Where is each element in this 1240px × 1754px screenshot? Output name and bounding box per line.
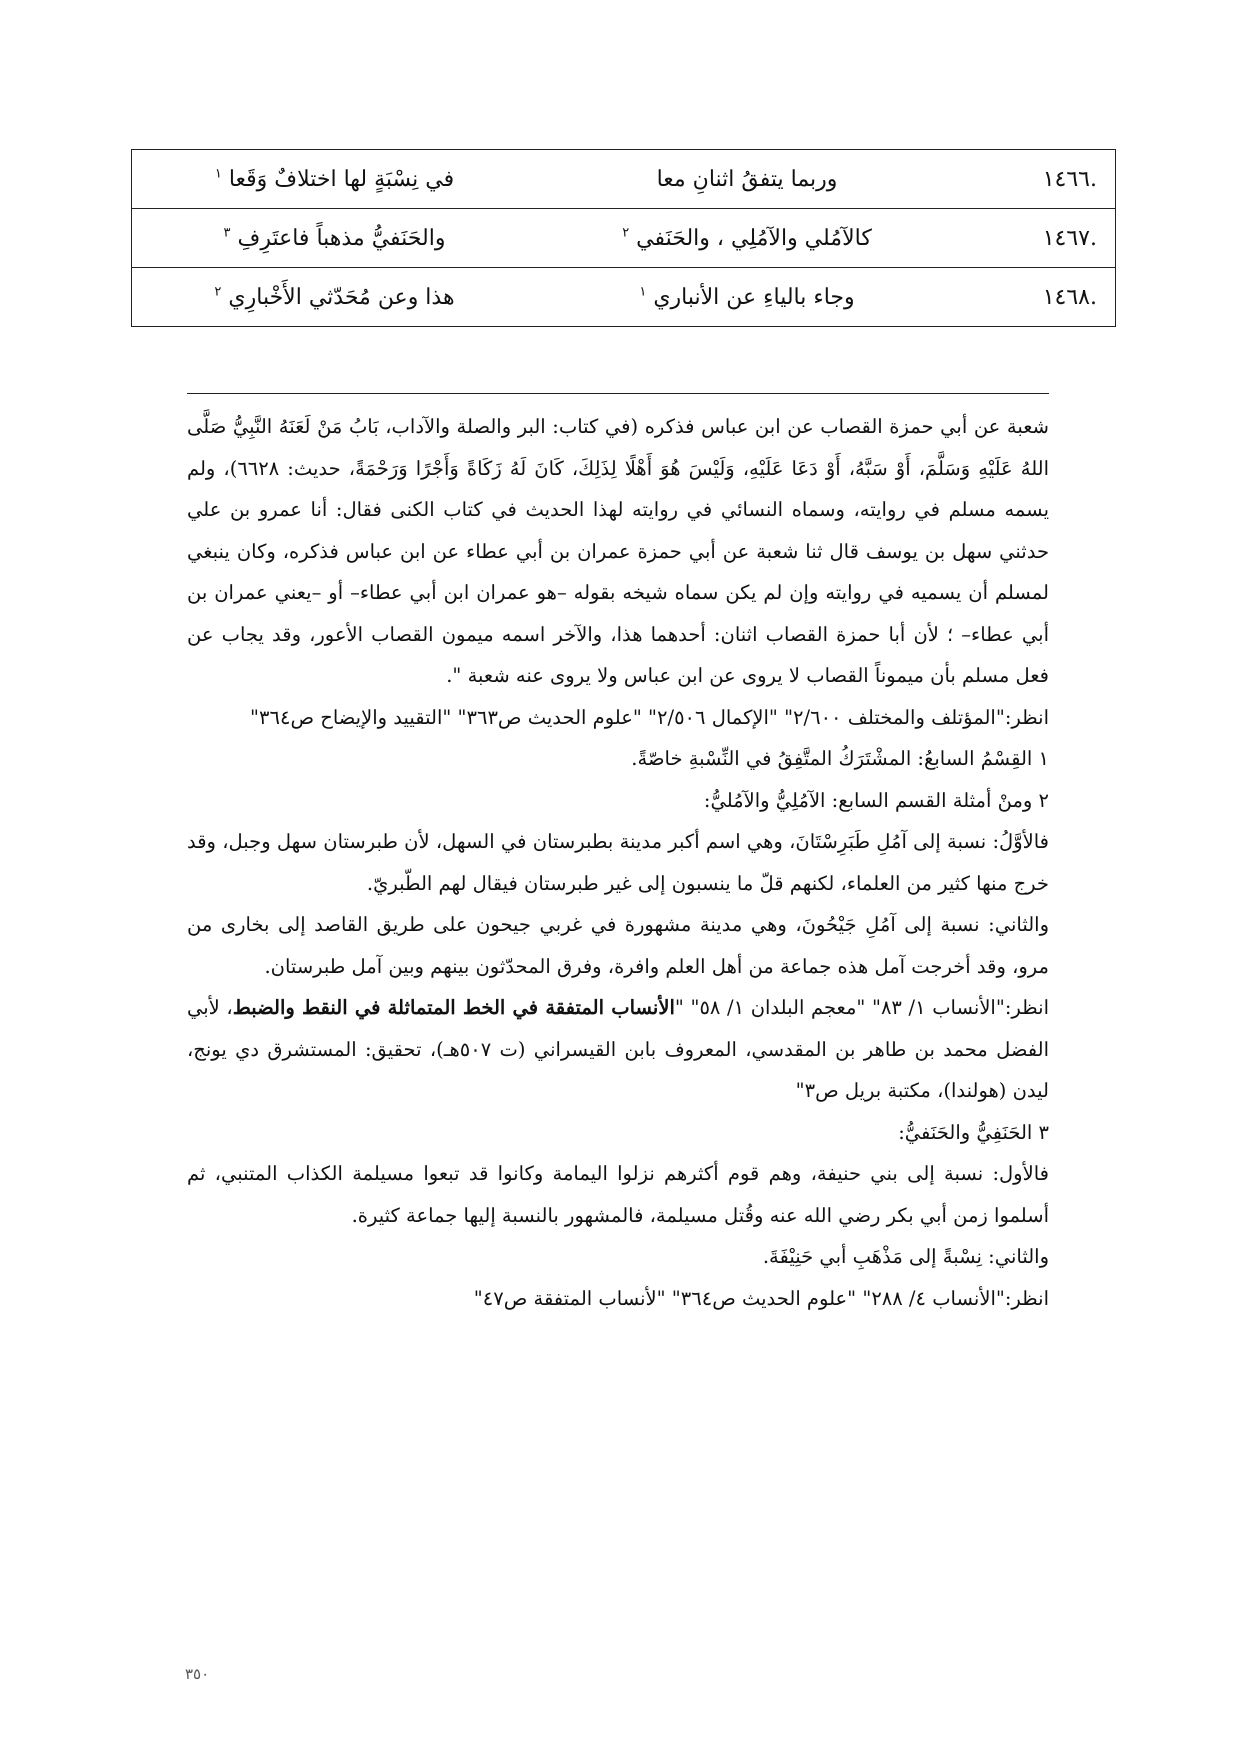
- footnote-marker[interactable]: ٢: [622, 225, 630, 241]
- footnotes-section: [187, 406, 1049, 1319]
- footnote-marker[interactable]: ٣: [223, 225, 231, 241]
- footnote-3-intro: ٣ الحَنَفِيُّ والحَنَفيُّ:: [898, 1120, 1049, 1144]
- verse-row: [132, 209, 1116, 268]
- footnote-2-intro: ٢ ومنْ أمثلة القسم السابع: الآمُلِيُّ والآمُليُّ:: [703, 788, 1049, 812]
- verse-number: .١٤٦٧: [957, 209, 1116, 268]
- footnote-2-first: فالأوَّلُ: نسبة إلى آمُلِ طَبَرِسْتَانَ، وهي اسم أكبر مدينة بطبرستان في السهل، لأن طبرستان سهل وجبل، وقد خرج منها كثير من العلماء، لكنهم قلّ ما ينسبون إلى غير طبرستان فيقال لهم الطّبريّ.: [187, 830, 1049, 895]
- second-hemistich: هذا وعن مُحَدّثي الأَخْبارِي $^٢$: [132, 268, 538, 327]
- verse-number: .١٤٦٨: [957, 268, 1116, 327]
- footnote-1: ١ القِسْمُ السابعُ: المشْتَرَكُ المتَّفِقُ في النِّسْبةِ خاصّةً.: [631, 747, 1049, 770]
- footnote-3-first: فالأول: نسبة إلى بني حنيفة، وهم قوم أكثرهم نزلوا اليمامة وكانوا قد تبعوا مسيلمة الكذاب المتنبي، ثم أسلموا زمن أبي بكر رضي الله عنه وقُتل مسيلمة، فالمشهور بالنسبة إليها جماعة كثيرة.: [187, 1162, 1049, 1227]
- footnote-continuation: شعبة عن أبي حمزة القصاب عن ابن عباس فذكره (في كتاب: البر والصلة والآداب، بَابُ مَنْ لَعَنَهُ النَّبِيُّ صَلَّى اللهُ عَلَيْهِ وَسَلَّمَ، أَوْ سَبَّهُ، أَوْ دَعَا عَلَيْهِ، وَلَيْسَ هُوَ أَهْلًا لِذَلِكَ، كَانَ لَهُ زَكَاةً وَأَجْرًا وَرَحْمَةً، حديث: ٦٦٢٨)، ولم يسمه مسلم في روايته، وسماه النسائي في روايته لهذا الحديث في كتاب الكنى فقال: أنا عمرو بن علي حدثني سهل بن يوسف قال ثنا شعبة عن أبي حمزة عمران بن أبي عطاء عن ابن عباس فذكره، وكان ينبغي لمسلم أن يسميه في روايته وإن لم يكن سماه شيخه بقوله –هو عمران ابن أبي عطاء– أو –يعني عمران بن أبي عطاء– ؛ لأن أبا حمزة القصاب اثنان: أحدهما هذا، والآخر اسمه ميمون القصاب الأعور، وقد يجاب عن فعل مسلم بأن ميموناً القصاب لا يروى عن ابن عباس ولا يروى عنه شعبة ".: [187, 415, 1050, 687]
- verse-table: [131, 149, 1116, 327]
- book-title: الأنساب المتفقة في الخط المتماثلة في النقط والضبط: [232, 996, 675, 1019]
- footnote-3-second: والثاني: نِسْبةً إلى مَذْهَبِ أبي حَنِيْفَةَ.: [762, 1245, 1049, 1268]
- footnote-separator: [187, 393, 1049, 394]
- reference-line: انظر:"المؤتلف والمختلف ٢/٦٠٠" "الإكمال ٢/٥٠٦" "علوم الحديث ص٣٦٣" "التقييد والإيضاح ص٣٦٤": [250, 705, 1049, 729]
- page-number: ٣٥٠: [185, 1665, 210, 1683]
- second-hemistich: في نِسْبَةٍ لها اختلافٌ وَقَعا $^١$: [132, 150, 538, 209]
- footnote-marker[interactable]: ٢: [214, 284, 222, 300]
- reference-line: انظر:"الأنساب ١/ ٨٣" "معجم البلدان ١/ ٥٨" "الأنساب المتفقة في الخط المتماثلة في النقط والضبط، لأبي الفضل محمد بن طاهر بن المقدسي، المعروف بابن القيسراني (ت ٥٠٧هـ)، تحقيق: المستشرق دي يونج، ليدن (هولندا)، مكتبة بريل ص٣": [187, 996, 1049, 1102]
- first-hemistich: وربما يتفقُ اثنانِ معا: [537, 150, 957, 209]
- footnote-marker[interactable]: ١: [639, 284, 647, 300]
- verse-number: .١٤٦٦: [957, 150, 1116, 209]
- verse-row: [132, 150, 1116, 209]
- reference-line: انظر:"الأنساب ٤/ ٢٨٨" "علوم الحديث ص٣٦٤" "لأنساب المتفقة ص٤٧": [473, 1286, 1049, 1310]
- first-hemistich: وجاء بالياءِ عن الأنباري $^١$: [537, 268, 957, 327]
- verse-row: [132, 268, 1116, 327]
- footnote-marker[interactable]: ١: [214, 166, 222, 182]
- first-hemistich: كالآمُلي والآمُلِي ، والحَنَفي $^٢$: [537, 209, 957, 268]
- footnote-2-second: والثاني: نسبة إلى آمُلِ جَيْحُونَ، وهي مدينة مشهورة في غربي جيحون على طريق القاصد إلى بخارى من مرو، وقد أخرجت آمل هذه جماعة من أهل العلم وافرة، وفرق المحدّثون بينهم وبين آمل طبرستان.: [187, 913, 1049, 978]
- second-hemistich: والحَنَفيُّ مذهباً فاعتَرِفِ $^٣$: [132, 209, 538, 268]
